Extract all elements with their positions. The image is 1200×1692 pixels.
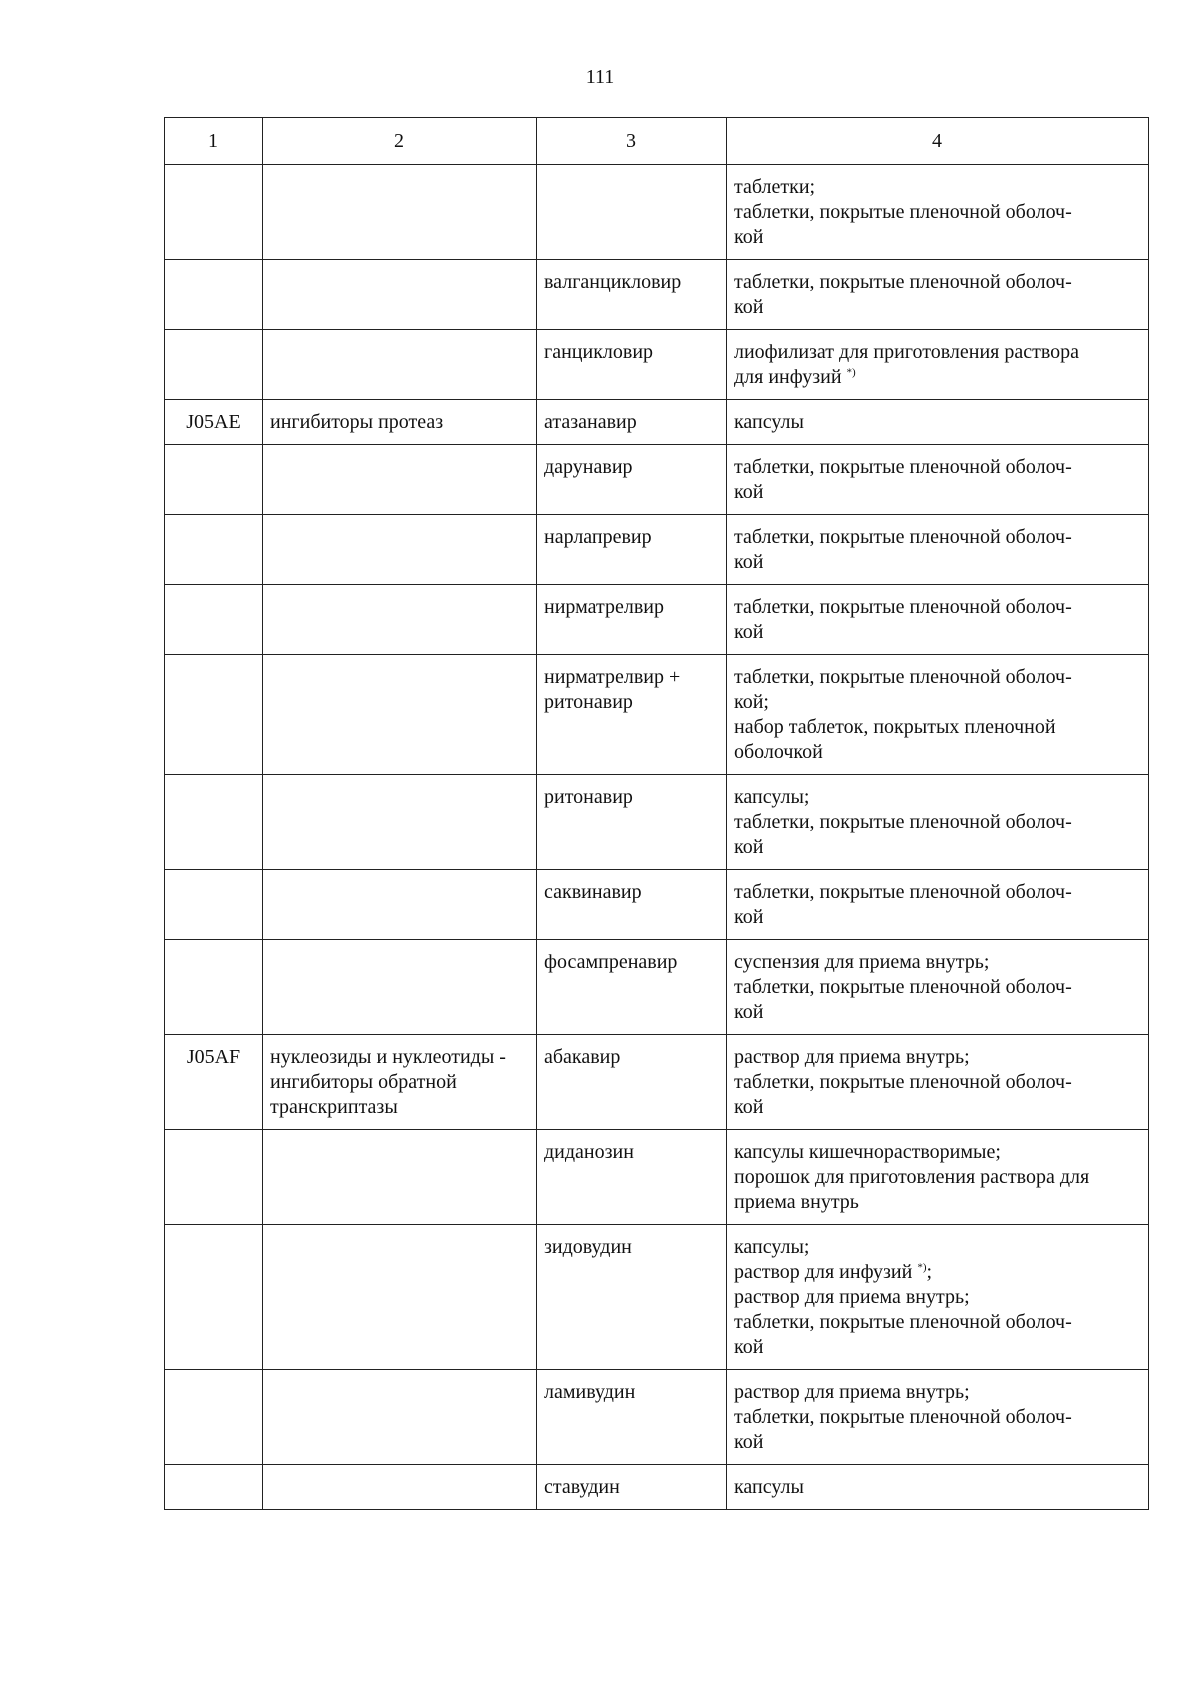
atc-code-cell xyxy=(165,585,263,655)
table-row xyxy=(165,165,1149,260)
dosage-form-text: набор таблеток, покрытых пленочной xyxy=(734,716,1056,738)
dosage-form-text: таблетки, покрытые пленочной оболоч- xyxy=(734,976,1072,998)
dosage-form-line xyxy=(734,1235,1140,1260)
table-row xyxy=(165,445,1149,515)
dosage-form-line xyxy=(734,1380,1140,1405)
dosage-form-text: кой xyxy=(734,1001,764,1023)
dosage-form-cell xyxy=(727,585,1149,655)
column-header-3: 3 xyxy=(537,118,727,165)
atc-code-cell: J05AE xyxy=(165,400,263,445)
dosage-form-line xyxy=(734,1260,1140,1285)
table-row xyxy=(165,1130,1149,1225)
dosage-form-line xyxy=(734,785,1140,810)
dosage-form-text: раствор для инфузий xyxy=(734,1261,918,1283)
dosage-form-text: капсулы; xyxy=(734,1236,810,1258)
atc-code-cell xyxy=(165,1225,263,1370)
atc-code-cell xyxy=(165,1130,263,1225)
table-header-row xyxy=(165,118,1149,165)
dosage-form-text: таблетки, покрытые пленочной оболоч- xyxy=(734,1406,1072,1428)
dosage-form-text: таблетки, покрытые пленочной оболоч- xyxy=(734,1071,1072,1093)
atc-code-cell xyxy=(165,940,263,1035)
dosage-form-cell xyxy=(727,1370,1149,1465)
table-row xyxy=(165,330,1149,400)
group-name-cell xyxy=(263,870,537,940)
group-name-cell xyxy=(263,445,537,515)
dosage-form-text: кой xyxy=(734,551,764,573)
dosage-form-cell xyxy=(727,655,1149,775)
dosage-form-line xyxy=(734,950,1140,975)
dosage-form-line xyxy=(734,1140,1140,1165)
dosage-form-line xyxy=(734,295,1140,320)
dosage-form-line xyxy=(734,1070,1140,1095)
drug-name-cell: атазанавир xyxy=(537,400,727,445)
drug-name-cell: диданозин xyxy=(537,1130,727,1225)
table-row xyxy=(165,1225,1149,1370)
dosage-form-line xyxy=(734,1310,1140,1335)
dosage-form-text: раствор для приема внутрь; xyxy=(734,1046,970,1068)
dosage-form-line xyxy=(734,1335,1140,1360)
dosage-form-text: капсулы xyxy=(734,411,804,433)
dosage-form-line xyxy=(734,200,1140,225)
table-row xyxy=(165,1035,1149,1130)
group-name-cell xyxy=(263,1465,537,1510)
footnote-mark: *) xyxy=(917,1261,927,1274)
group-name-cell xyxy=(263,260,537,330)
atc-code-cell xyxy=(165,870,263,940)
dosage-form-text: кой xyxy=(734,226,764,248)
drug-name-cell: ритонавир xyxy=(537,775,727,870)
drug-name-cell: зидовудин xyxy=(537,1225,727,1370)
dosage-form-text: таблетки, покрытые пленочной оболоч- xyxy=(734,666,1072,688)
dosage-form-line xyxy=(734,690,1140,715)
group-name-cell xyxy=(263,515,537,585)
dosage-form-text: лиофилизат для приготовления раствора xyxy=(734,341,1080,363)
dosage-form-text: для инфузий xyxy=(734,366,847,388)
dosage-form-text: таблетки, покрытые пленочной оболоч- xyxy=(734,271,1072,293)
dosage-form-line xyxy=(734,1095,1140,1120)
dosage-form-cell xyxy=(727,1465,1149,1510)
dosage-form-cell xyxy=(727,870,1149,940)
dosage-form-line xyxy=(734,740,1140,765)
footnote-mark: *) xyxy=(846,366,856,379)
atc-code-cell xyxy=(165,775,263,870)
dosage-form-line xyxy=(734,480,1140,505)
dosage-form-text: таблетки, покрытые пленочной оболоч- xyxy=(734,1311,1072,1333)
table-header xyxy=(165,118,1149,165)
dosage-form-cell xyxy=(727,1130,1149,1225)
dosage-form-text: кой; xyxy=(734,691,769,713)
dosage-form-line xyxy=(734,340,1140,365)
dosage-form-line xyxy=(734,1430,1140,1455)
drug-name-cell: ламивудин xyxy=(537,1370,727,1465)
drug-name-cell: ставудин xyxy=(537,1465,727,1510)
table-row xyxy=(165,775,1149,870)
dosage-form-line xyxy=(734,550,1140,575)
drug-name-cell: нирматрелвир + ритонавир xyxy=(537,655,727,775)
dosage-form-text: таблетки, покрытые пленочной оболоч- xyxy=(734,811,1072,833)
dosage-form-line xyxy=(734,835,1140,860)
dosage-form-text: таблетки, покрытые пленочной оболоч- xyxy=(734,201,1072,223)
dosage-form-text: раствор для приема внутрь; xyxy=(734,1381,970,1403)
atc-code-cell xyxy=(165,515,263,585)
atc-code-cell xyxy=(165,1370,263,1465)
dosage-form-text: кой xyxy=(734,296,764,318)
medicine-table xyxy=(164,117,1149,1510)
column-header-1: 1 xyxy=(165,118,263,165)
dosage-form-line xyxy=(734,225,1140,250)
dosage-form-text: суспензия для приема внутрь; xyxy=(734,951,990,973)
group-name-cell xyxy=(263,940,537,1035)
dosage-form-text: приема внутрь xyxy=(734,1191,859,1213)
atc-code-cell xyxy=(165,165,263,260)
table-row xyxy=(165,940,1149,1035)
table-row xyxy=(165,870,1149,940)
dosage-form-line xyxy=(734,880,1140,905)
dosage-form-line xyxy=(734,1475,1140,1500)
page-number: 111 xyxy=(585,66,615,88)
dosage-form-text: кой xyxy=(734,1336,764,1358)
group-name-cell: ингибиторы протеаз xyxy=(263,400,537,445)
dosage-form-text: кой xyxy=(734,906,764,928)
dosage-form-text: таблетки; xyxy=(734,176,816,198)
dosage-form-line xyxy=(734,620,1140,645)
dosage-form-cell xyxy=(727,260,1149,330)
dosage-form-line xyxy=(734,175,1140,200)
dosage-form-line xyxy=(734,975,1140,1000)
dosage-form-text: порошок для приготовления раствора для xyxy=(734,1166,1090,1188)
dosage-form-line xyxy=(734,1190,1140,1215)
group-name-cell xyxy=(263,1130,537,1225)
dosage-form-cell xyxy=(727,515,1149,585)
dosage-form-cell xyxy=(727,1225,1149,1370)
table-row xyxy=(165,515,1149,585)
dosage-form-line xyxy=(734,455,1140,480)
dosage-form-text: кой xyxy=(734,621,764,643)
group-name-cell xyxy=(263,585,537,655)
drug-name-cell: ганцикловир xyxy=(537,330,727,400)
atc-code-cell xyxy=(165,260,263,330)
dosage-form-text: раствор для приема внутрь; xyxy=(734,1286,970,1308)
dosage-form-text: оболочкой xyxy=(734,741,823,763)
dosage-form-cell xyxy=(727,330,1149,400)
column-header-4: 4 xyxy=(727,118,1149,165)
dosage-form-line xyxy=(734,410,1140,435)
column-header-2: 2 xyxy=(263,118,537,165)
dosage-form-line xyxy=(734,665,1140,690)
dosage-form-text: кой xyxy=(734,481,764,503)
group-name-cell xyxy=(263,330,537,400)
table-row xyxy=(165,655,1149,775)
dosage-form-line xyxy=(734,810,1140,835)
drug-name-cell: дарунавир xyxy=(537,445,727,515)
atc-code-cell xyxy=(165,1465,263,1510)
group-name-cell xyxy=(263,165,537,260)
table-row xyxy=(165,1465,1149,1510)
group-name-cell xyxy=(263,655,537,775)
group-name-cell xyxy=(263,1370,537,1465)
group-name-cell: нуклеозиды и нуклеотиды - ингибиторы обратной транскриптазы xyxy=(263,1035,537,1130)
dosage-form-cell xyxy=(727,940,1149,1035)
drug-name-cell: саквинавир xyxy=(537,870,727,940)
dosage-form-text: капсулы xyxy=(734,1476,804,1498)
table-row xyxy=(165,260,1149,330)
atc-code-cell xyxy=(165,445,263,515)
dosage-form-line xyxy=(734,595,1140,620)
dosage-form-text: капсулы кишечнорастворимые; xyxy=(734,1141,1001,1163)
dosage-form-line xyxy=(734,1405,1140,1430)
dosage-form-text: таблетки, покрытые пленочной оболоч- xyxy=(734,881,1072,903)
dosage-form-text: таблетки, покрытые пленочной оболоч- xyxy=(734,526,1072,548)
dosage-form-text: кой xyxy=(734,1431,764,1453)
dosage-form-cell xyxy=(727,165,1149,260)
atc-code-cell xyxy=(165,330,263,400)
dosage-form-text: кой xyxy=(734,1096,764,1118)
table-row xyxy=(165,585,1149,655)
dosage-form-line xyxy=(734,1045,1140,1070)
dosage-form-tail: ; xyxy=(926,1261,933,1283)
dosage-form-line xyxy=(734,525,1140,550)
drug-name-cell xyxy=(537,165,727,260)
drug-name-cell: валганцикловир xyxy=(537,260,727,330)
dosage-form-text: капсулы; xyxy=(734,786,810,808)
dosage-form-line xyxy=(734,365,1140,390)
table-body xyxy=(165,165,1149,1510)
dosage-form-cell xyxy=(727,445,1149,515)
dosage-form-text: таблетки, покрытые пленочной оболоч- xyxy=(734,596,1072,618)
table-row xyxy=(165,400,1149,445)
dosage-form-line xyxy=(734,1000,1140,1025)
dosage-form-text: кой xyxy=(734,836,764,858)
dosage-form-cell xyxy=(727,775,1149,870)
dosage-form-line xyxy=(734,1165,1140,1190)
dosage-form-line xyxy=(734,1285,1140,1310)
dosage-form-line xyxy=(734,905,1140,930)
group-name-cell xyxy=(263,775,537,870)
drug-name-cell: нирматрелвир xyxy=(537,585,727,655)
dosage-form-text: таблетки, покрытые пленочной оболоч- xyxy=(734,456,1072,478)
group-name-cell xyxy=(263,1225,537,1370)
dosage-form-line xyxy=(734,270,1140,295)
dosage-form-cell xyxy=(727,400,1149,445)
atc-code-cell: J05AF xyxy=(165,1035,263,1130)
dosage-form-cell xyxy=(727,1035,1149,1130)
drug-name-cell: абакавир xyxy=(537,1035,727,1130)
drug-name-cell: фосампренавир xyxy=(537,940,727,1035)
drug-name-cell: нарлапревир xyxy=(537,515,727,585)
dosage-form-line xyxy=(734,715,1140,740)
atc-code-cell xyxy=(165,655,263,775)
table-row xyxy=(165,1370,1149,1465)
